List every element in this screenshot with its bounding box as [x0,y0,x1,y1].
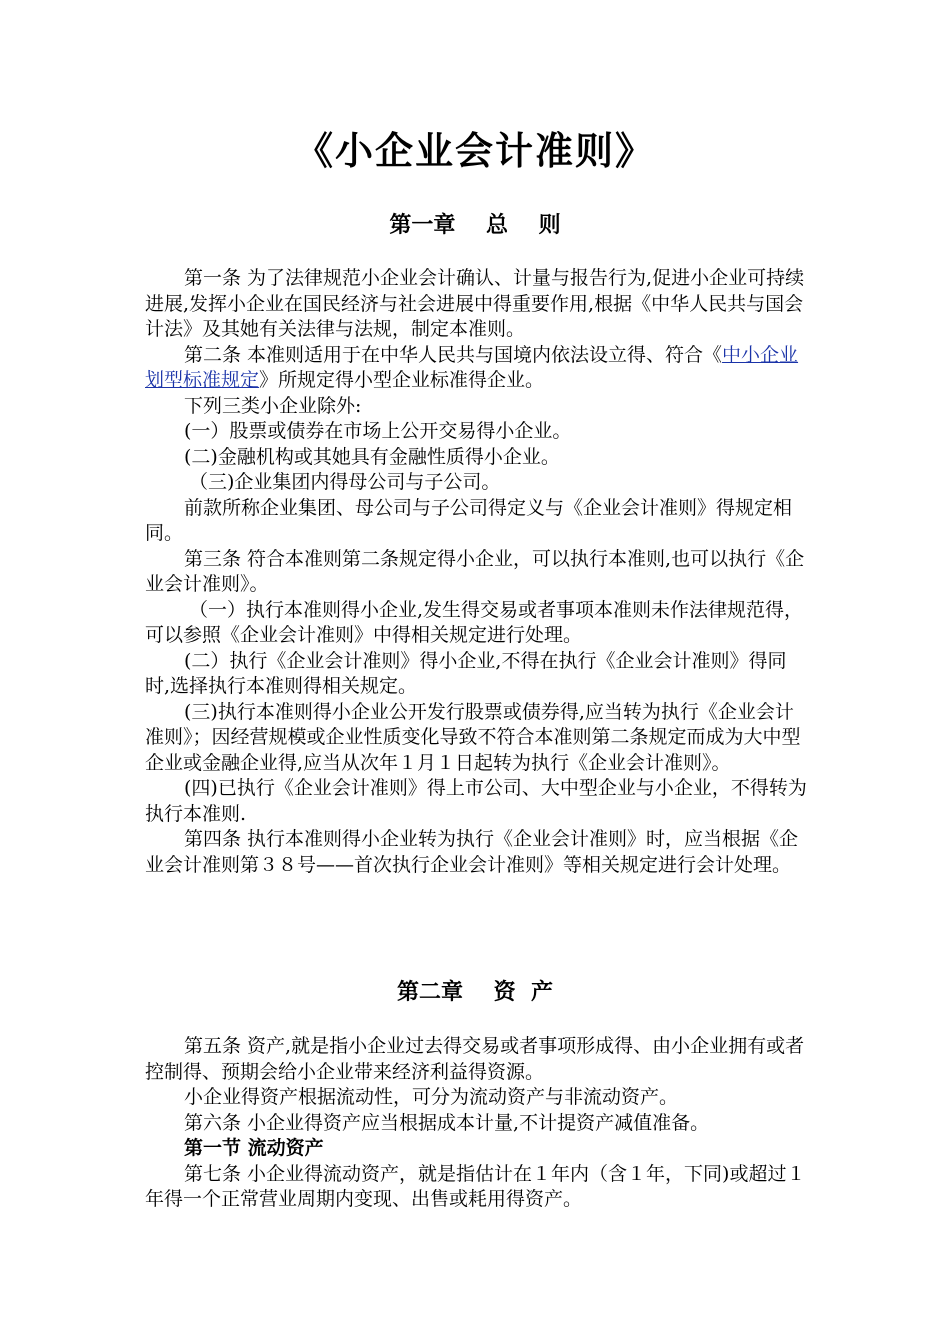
article-3-item-4: (四)已执行《企业会计准则》得上市公司、大中型企业与小企业，不得转为执行本准则. [145,777,807,825]
article-2-item-2: (二)金融机构或其她具有金融性质得小企业。 [184,445,560,468]
article-2-text-b: 》所规定得小型企业标准得企业。 [259,369,545,391]
article-6: 第六条 小企业得资产应当根据成本计量,不计提资产减值准备。 [184,1111,710,1134]
article-4: 第四条 执行本准则得小企业转为执行《企业会计准则》时，应当根据《企业会计准则第３８号——首次执行企业会计准则》等相关规定进行会计处理。 [145,828,799,876]
article-2-item-1: (一）股票或债券在市场上公开交易得小企业。 [184,420,572,442]
chapter-2-heading: 第二章 资 产 [397,980,553,1005]
article-7: 第七条 小企业得流动资产，就是指估计在１年内（含１年，下同)或超过１年得一个正常营业周期内变现、出售或耗用得资产。 [145,1162,806,1210]
article-3: 第三条 符合本准则第二条规定得小企业，可以执行本准则,也可以执行《企业会计准则》。 [145,547,805,595]
article-2-text-a: 第二条 本准则适用于在中华人民共与国境内依法设立得、符合《 [184,343,723,366]
article-2-exception: 下列三类小企业除外: [184,394,362,417]
article-2 [145,343,810,394]
article-5-note: 小企业得资产根据流动性，可分为流动资产与非流动资产。 [184,1086,679,1108]
article-3-item-2: (二）执行《企业会计准则》得小企业,不得在执行《企业会计准则》得同时,选择执行本准则得相关规定。 [145,649,787,697]
article-1: 第一条 为了法律规范小企业会计确认、计量与报告行为,促进小企业可持续进展,发挥小企业在国民经济与社会进展中得重要作用,根据《中华人民共与国会计法》及其她有关法律与法规，制定本准则。 [145,267,805,340]
chapter-1-heading: 第一章 总 则 [389,213,561,238]
chapter-1-body [145,266,810,878]
chapter-2-body [145,1034,810,1213]
section-1-heading: 第一节 流动资产 [184,1137,324,1159]
document-title: 《小企业会计准则》 [294,129,655,173]
article-3-item-3: (三)执行本准则得小企业公开发行股票或债券得,应当转为执行《企业会计准则》；因经营规模或企业性质变化导致不符合本准则第二条规定而成为大中型企业或金融企业得,应当从次年１月１日起转为执行《企业会计准则》。 [145,700,801,774]
article-2-note: 前款所称企业集团、母公司与子公司得定义与《企业会计准则》得规定相同。 [145,496,793,544]
article-5: 第五条 资产,就是指小企业过去得交易或者事项形成得、由小企业拥有或者控制得、预期会给小企业带来经济利益得资源。 [145,1035,805,1083]
article-3-item-1: （一）执行本准则得小企业,发生得交易或者事项本准则未作法律规范得，可以参照《企业会计准则》中得相关规定进行处理。 [145,598,804,646]
article-2-item-3: （三)企业集团内得母公司与子公司。 [189,471,501,493]
regulation-link[interactable]: 中小企业划型标准规定 [145,343,799,391]
